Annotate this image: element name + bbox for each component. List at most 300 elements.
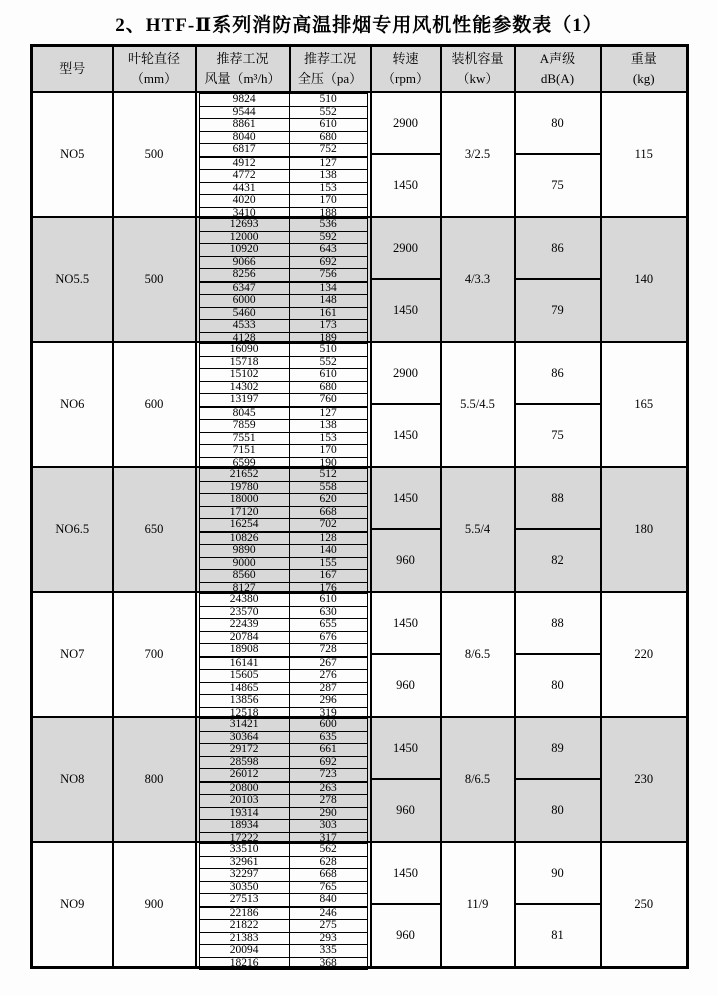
rpm-value: 960 <box>372 778 440 840</box>
sound-level-cell <box>515 592 601 717</box>
header-label: 装机容量 <box>451 50 504 66</box>
pressure-value: 278 <box>289 795 367 808</box>
data-row <box>199 807 367 820</box>
flow-value: 18000 <box>199 494 289 507</box>
flow-value: 32961 <box>199 856 289 869</box>
sound-level-value: 79 <box>516 278 600 340</box>
sound-level-cell <box>515 92 601 217</box>
flow-value: 22186 <box>199 907 289 920</box>
pressure-value: 643 <box>289 244 367 257</box>
data-row <box>199 619 367 632</box>
flow-pressure-table <box>199 343 368 470</box>
pressure-value: 600 <box>289 719 367 732</box>
data-row <box>199 407 367 420</box>
pressure-value: 536 <box>289 219 367 232</box>
pressure-value: 335 <box>289 945 367 958</box>
flow-value: 17222 <box>199 832 289 845</box>
header-impeller-diameter <box>113 46 196 93</box>
flow-value: 6817 <box>199 144 289 157</box>
header-weight <box>601 46 688 93</box>
pressure-value: 610 <box>289 369 367 382</box>
rpm-cell <box>371 717 441 842</box>
rpm-value: 960 <box>372 653 440 715</box>
pressure-value: 680 <box>289 131 367 144</box>
data-row <box>199 570 367 583</box>
data-row <box>199 420 367 433</box>
rpm-value: 1450 <box>393 740 418 755</box>
flow-value: 5460 <box>199 307 289 320</box>
pressure-value: 127 <box>289 157 367 170</box>
sound-level-value: 75 <box>516 403 600 465</box>
sound-level-split <box>516 468 600 590</box>
flow-value: 14865 <box>199 682 289 695</box>
sound-level-split <box>516 718 600 840</box>
weight-cell: 140 <box>601 217 688 342</box>
data-row <box>199 744 367 757</box>
pressure-value: 692 <box>289 756 367 769</box>
flow-value: 12000 <box>199 231 289 244</box>
rpm-split <box>372 468 440 590</box>
header-airflow <box>196 46 290 93</box>
model-cell: NO7 <box>32 592 113 717</box>
rpm-cell <box>371 217 441 342</box>
pressure-value: 263 <box>289 782 367 795</box>
sound-level-value: 88 <box>551 490 564 505</box>
flow-pressure-inner-box <box>199 343 368 469</box>
pressure-value: 610 <box>289 594 367 607</box>
weight-cell: 165 <box>601 342 688 467</box>
weight-cell: 220 <box>601 592 688 717</box>
sound-level-value: 86 <box>551 365 564 380</box>
data-row <box>199 782 367 795</box>
sound-level-value: 80 <box>551 115 564 130</box>
data-row <box>199 494 367 507</box>
flow-pressure-inner-box <box>199 593 368 719</box>
flow-value: 8560 <box>199 570 289 583</box>
data-row <box>199 532 367 545</box>
flow-value: 23570 <box>199 606 289 619</box>
flow-value: 6347 <box>199 282 289 295</box>
data-row <box>199 557 367 570</box>
header-unit: dB(A) <box>540 71 575 86</box>
weight-cell: 230 <box>601 717 688 842</box>
flow-value: 26012 <box>199 769 289 782</box>
flow-value: 16090 <box>199 344 289 357</box>
flow-value: 28598 <box>199 756 289 769</box>
data-row <box>199 307 367 320</box>
flow-value: 9890 <box>199 545 289 558</box>
header-speed <box>371 46 441 93</box>
pressure-value: 510 <box>289 344 367 357</box>
sound-level-split <box>516 843 600 965</box>
data-row <box>199 445 367 458</box>
data-row <box>199 545 367 558</box>
pressure-value: 620 <box>289 494 367 507</box>
model-section-row <box>32 842 688 967</box>
pressure-value: 128 <box>289 532 367 545</box>
model-section-row <box>32 467 688 592</box>
pressure-value: 138 <box>289 170 367 183</box>
flow-value: 29172 <box>199 744 289 757</box>
header-unit: 风量（m³/h） <box>204 71 281 86</box>
flow-value: 4020 <box>199 195 289 208</box>
capacity-cell: 5.5/4.5 <box>441 342 515 467</box>
diameter-cell: 500 <box>113 217 196 342</box>
header-label: 重量 <box>630 50 657 66</box>
diameter-cell: 800 <box>113 717 196 842</box>
pressure-value: 760 <box>289 394 367 407</box>
flow-value: 10920 <box>199 244 289 257</box>
flow-value: 4533 <box>199 320 289 333</box>
data-row <box>199 295 367 308</box>
rpm-split <box>372 843 440 965</box>
pressure-value: 655 <box>289 619 367 632</box>
diameter-cell: 650 <box>113 467 196 592</box>
data-row <box>199 282 367 295</box>
flow-value: 6599 <box>199 457 289 470</box>
data-row <box>199 631 367 644</box>
table-header <box>32 46 688 93</box>
rpm-cell <box>371 467 441 592</box>
header-label: 叶轮直径 <box>127 50 180 66</box>
header-pressure <box>290 46 371 93</box>
page-title: 2、HTF-Ⅱ系列消防高温排烟专用风机性能参数表（1） <box>115 15 603 36</box>
pressure-value: 134 <box>289 282 367 295</box>
sound-level-value: 86 <box>551 240 564 255</box>
flow-value: 20800 <box>199 782 289 795</box>
capacity-cell: 3/2.5 <box>441 92 515 217</box>
pressure-value: 668 <box>289 506 367 519</box>
pressure-value: 628 <box>289 856 367 869</box>
diameter-cell: 500 <box>113 92 196 217</box>
pressure-value: 756 <box>289 269 367 282</box>
model-cell: NO6.5 <box>32 467 113 592</box>
data-row <box>199 157 367 170</box>
flow-value: 4912 <box>199 157 289 170</box>
pressure-value: 552 <box>289 356 367 369</box>
model-cell: NO5 <box>32 92 113 217</box>
sound-level-cell <box>515 342 601 467</box>
sound-level-cell <box>515 842 601 967</box>
flow-value: 21652 <box>199 469 289 482</box>
flow-value: 10826 <box>199 532 289 545</box>
data-row <box>199 369 367 382</box>
model-section-row <box>32 217 688 342</box>
data-row <box>199 894 367 907</box>
header-model <box>32 46 113 93</box>
flow-value: 14302 <box>199 381 289 394</box>
pressure-value: 276 <box>289 670 367 683</box>
flow-pressure-inner-box <box>199 468 368 594</box>
flow-value: 4431 <box>199 182 289 195</box>
pressure-value: 702 <box>289 519 367 532</box>
pressure-value: 138 <box>289 420 367 433</box>
diameter-cell: 700 <box>113 592 196 717</box>
data-row <box>199 731 367 744</box>
data-row <box>199 244 367 257</box>
data-row <box>199 920 367 933</box>
data-row <box>199 957 367 970</box>
rpm-value: 2900 <box>393 115 418 130</box>
flow-value: 9544 <box>199 106 289 119</box>
pressure-value: 176 <box>289 582 367 595</box>
header-unit: （mm） <box>130 71 178 86</box>
data-row <box>199 506 367 519</box>
flow-value: 12693 <box>199 219 289 232</box>
flow-value: 8040 <box>199 131 289 144</box>
flow-pressure-inner-box <box>199 93 368 219</box>
sound-level-value: 82 <box>516 528 600 590</box>
data-row <box>199 320 367 333</box>
flow-pressure-inner-box <box>199 218 368 344</box>
diameter-cell: 900 <box>113 842 196 967</box>
sound-level-split <box>516 93 600 215</box>
data-row <box>199 481 367 494</box>
header-unit: 全压（pa） <box>297 71 363 86</box>
flow-value: 9000 <box>199 557 289 570</box>
model-section-row <box>32 92 688 217</box>
pressure-value: 140 <box>289 545 367 558</box>
rpm-value: 960 <box>372 903 440 965</box>
pressure-value: 592 <box>289 231 367 244</box>
flow-value: 8861 <box>199 119 289 132</box>
rpm-value: 2900 <box>393 365 418 380</box>
sound-level-value: 90 <box>551 865 564 880</box>
flow-value: 17120 <box>199 506 289 519</box>
flow-value: 22439 <box>199 619 289 632</box>
pressure-value: 668 <box>289 869 367 882</box>
data-row <box>199 907 367 920</box>
pressure-value: 562 <box>289 844 367 857</box>
flow-value: 31421 <box>199 719 289 732</box>
header-unit: （rpm） <box>382 71 429 86</box>
model-section-row <box>32 342 688 467</box>
rpm-value: 1450 <box>393 865 418 880</box>
capacity-cell: 5.5/4 <box>441 467 515 592</box>
pressure-value: 676 <box>289 631 367 644</box>
pressure-value: 170 <box>289 445 367 458</box>
flow-value: 15718 <box>199 356 289 369</box>
pressure-value: 303 <box>289 820 367 833</box>
pressure-value: 127 <box>289 407 367 420</box>
pressure-value: 267 <box>289 657 367 670</box>
model-cell: NO9 <box>32 842 113 967</box>
header-sound-level <box>515 46 601 93</box>
data-row <box>199 356 367 369</box>
flow-value: 4772 <box>199 170 289 183</box>
pressure-value: 148 <box>289 295 367 308</box>
pressure-value: 153 <box>289 432 367 445</box>
rpm-value: 960 <box>372 528 440 590</box>
flow-pressure-inner-box <box>199 843 368 969</box>
data-row <box>199 170 367 183</box>
flow-value: 20094 <box>199 945 289 958</box>
flow-value: 20103 <box>199 795 289 808</box>
capacity-cell: 11/9 <box>441 842 515 967</box>
flow-value: 7551 <box>199 432 289 445</box>
flow-value: 9066 <box>199 256 289 269</box>
pressure-value: 752 <box>289 144 367 157</box>
rpm-value: 1450 <box>372 403 440 465</box>
flow-pressure-cell <box>196 717 371 842</box>
pressure-value: 692 <box>289 256 367 269</box>
data-row <box>199 119 367 132</box>
flow-pressure-table <box>199 593 368 720</box>
flow-value: 32297 <box>199 869 289 882</box>
pressure-value: 765 <box>289 881 367 894</box>
header-label: 转速 <box>392 50 419 66</box>
flow-value: 19780 <box>199 481 289 494</box>
data-row <box>199 256 367 269</box>
data-row <box>199 756 367 769</box>
pressure-value: 610 <box>289 119 367 132</box>
sound-level-cell <box>515 467 601 592</box>
weight-cell: 250 <box>601 842 688 967</box>
header-label: A声级 <box>539 50 576 66</box>
data-row <box>199 695 367 708</box>
rpm-split <box>372 93 440 215</box>
pressure-value: 167 <box>289 570 367 583</box>
pressure-value: 680 <box>289 381 367 394</box>
flow-value: 15605 <box>199 670 289 683</box>
pressure-value: 319 <box>289 707 367 720</box>
rpm-cell <box>371 592 441 717</box>
rpm-split <box>372 593 440 715</box>
flow-value: 9824 <box>199 94 289 107</box>
header-row <box>32 46 688 93</box>
data-row <box>199 932 367 945</box>
rpm-split <box>372 343 440 465</box>
rpm-cell <box>371 92 441 217</box>
flow-value: 21383 <box>199 932 289 945</box>
weight-cell: 115 <box>601 92 688 217</box>
pressure-value: 510 <box>289 94 367 107</box>
diameter-cell: 600 <box>113 342 196 467</box>
flow-pressure-cell <box>196 217 371 342</box>
rpm-value: 1450 <box>393 615 418 630</box>
pressure-value: 153 <box>289 182 367 195</box>
flow-pressure-cell <box>196 342 371 467</box>
flow-value: 3410 <box>199 207 289 220</box>
rpm-value: 1450 <box>372 153 440 215</box>
data-row <box>199 106 367 119</box>
flow-value: 6000 <box>199 295 289 308</box>
model-cell: NO5.5 <box>32 217 113 342</box>
header-unit: （kw） <box>456 71 499 86</box>
pressure-value: 161 <box>289 307 367 320</box>
header-unit: (kg) <box>632 71 655 86</box>
pressure-value: 558 <box>289 481 367 494</box>
pressure-value: 246 <box>289 907 367 920</box>
flow-pressure-cell <box>196 842 371 967</box>
data-row <box>199 519 367 532</box>
flow-pressure-cell <box>196 92 371 217</box>
pressure-value: 170 <box>289 195 367 208</box>
rpm-cell <box>371 842 441 967</box>
data-row <box>199 644 367 657</box>
header-label: 型号 <box>59 60 86 76</box>
data-row <box>199 657 367 670</box>
flow-pressure-table <box>199 843 368 970</box>
sound-level-cell <box>515 717 601 842</box>
pressure-value: 287 <box>289 682 367 695</box>
pressure-value: 552 <box>289 106 367 119</box>
flow-value: 16254 <box>199 519 289 532</box>
flow-value: 27513 <box>199 894 289 907</box>
sound-level-cell <box>515 217 601 342</box>
sound-level-value: 80 <box>516 778 600 840</box>
pressure-value: 728 <box>289 644 367 657</box>
header-label: 推荐工况 <box>216 50 269 66</box>
capacity-cell: 8/6.5 <box>441 592 515 717</box>
pressure-value: 635 <box>289 731 367 744</box>
data-row <box>199 670 367 683</box>
data-row <box>199 820 367 833</box>
flow-pressure-table <box>199 718 368 845</box>
data-row <box>199 769 367 782</box>
flow-value: 8256 <box>199 269 289 282</box>
data-row <box>199 381 367 394</box>
flow-value: 15102 <box>199 369 289 382</box>
model-cell: NO8 <box>32 717 113 842</box>
pressure-value: 173 <box>289 320 367 333</box>
pressure-value: 368 <box>289 957 367 970</box>
data-row <box>199 844 367 857</box>
pressure-value: 190 <box>289 457 367 470</box>
data-row <box>199 269 367 282</box>
data-row <box>199 94 367 107</box>
header-installed-capacity <box>441 46 515 93</box>
model-section-row <box>32 717 688 842</box>
pressure-value: 293 <box>289 932 367 945</box>
flow-value: 30364 <box>199 731 289 744</box>
pressure-value: 840 <box>289 894 367 907</box>
pressure-value: 661 <box>289 744 367 757</box>
sound-level-value: 75 <box>516 153 600 215</box>
flow-pressure-table <box>199 468 368 595</box>
pressure-value: 188 <box>289 207 367 220</box>
data-row <box>199 795 367 808</box>
data-row <box>199 231 367 244</box>
model-section-row <box>32 592 688 717</box>
flow-value: 18216 <box>199 957 289 970</box>
model-cell: NO6 <box>32 342 113 467</box>
data-row <box>199 195 367 208</box>
data-row <box>199 881 367 894</box>
flow-pressure-cell <box>196 467 371 592</box>
flow-value: 8045 <box>199 407 289 420</box>
pressure-value: 723 <box>289 769 367 782</box>
flow-value: 7859 <box>199 420 289 433</box>
flow-value: 7151 <box>199 445 289 458</box>
fan-performance-table <box>30 44 689 969</box>
rpm-value: 1450 <box>393 490 418 505</box>
flow-value: 30350 <box>199 881 289 894</box>
data-row <box>199 856 367 869</box>
data-row <box>199 432 367 445</box>
pressure-value: 189 <box>289 332 367 345</box>
capacity-cell: 8/6.5 <box>441 717 515 842</box>
rpm-cell <box>371 342 441 467</box>
capacity-cell: 4/3.3 <box>441 217 515 342</box>
flow-value: 21822 <box>199 920 289 933</box>
data-row <box>199 719 367 732</box>
flow-value: 16141 <box>199 657 289 670</box>
rpm-value: 1450 <box>372 278 440 340</box>
flow-value: 18934 <box>199 820 289 833</box>
pressure-value: 275 <box>289 920 367 933</box>
pressure-value: 296 <box>289 695 367 708</box>
